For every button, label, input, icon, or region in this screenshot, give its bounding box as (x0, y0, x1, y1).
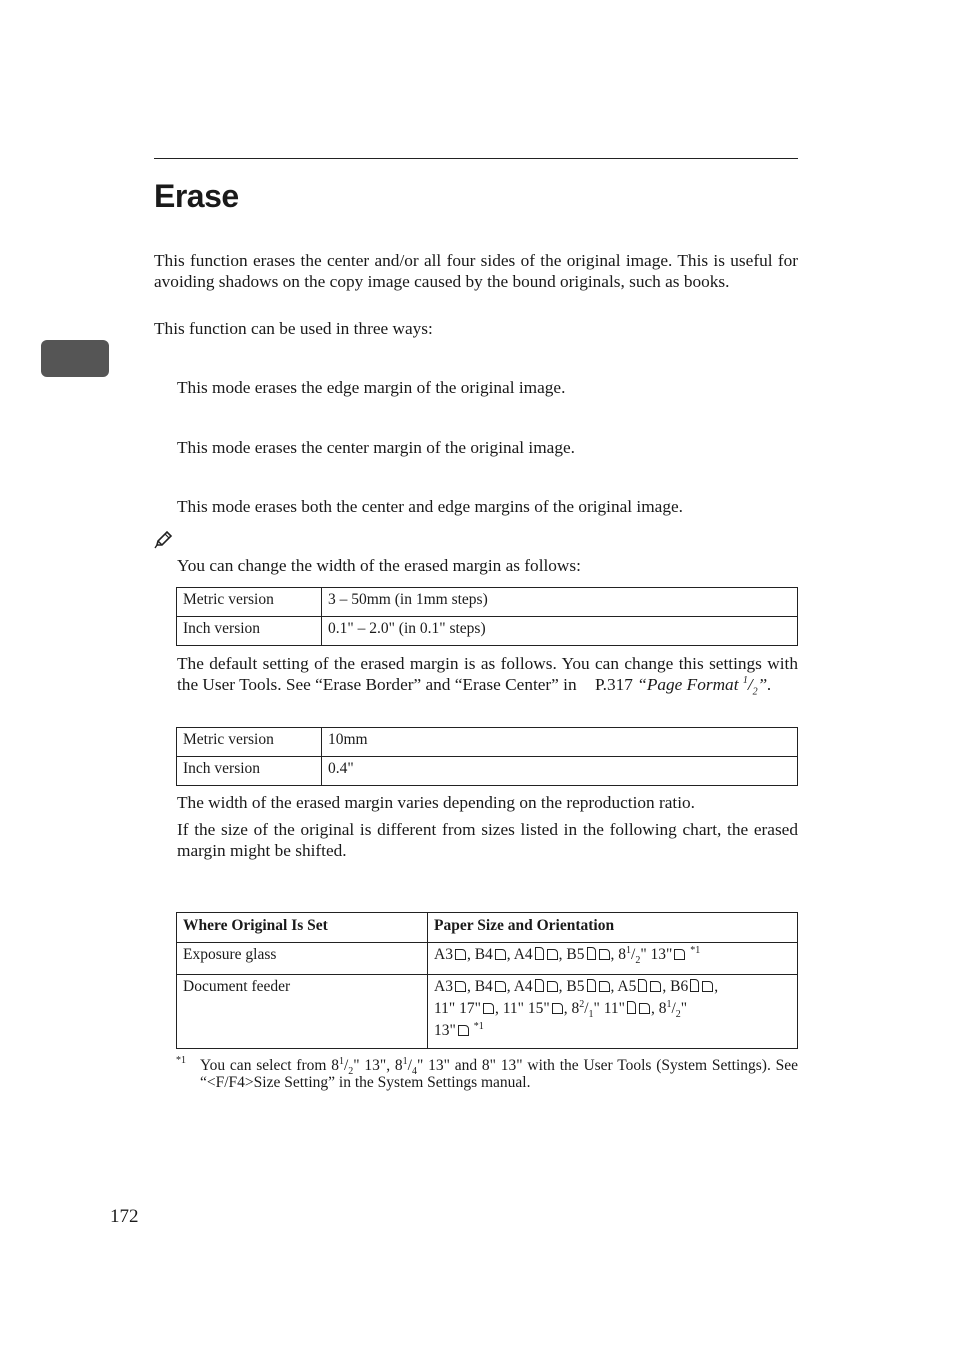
page-number: 172 (110, 1206, 139, 1227)
table-cell: 0.1" – 2.0" (in 0.1" steps) (322, 617, 798, 646)
portrait-icon (535, 947, 544, 960)
table-cell: Metric version (177, 588, 322, 617)
landscape-icon (458, 1025, 469, 1036)
ratio-note: The width of the erased margin varies depending on the reproduction ratio. (177, 793, 695, 812)
table-cell: Metric version (177, 728, 322, 757)
table-cell: Inch version (177, 617, 322, 646)
landscape-icon (547, 949, 558, 960)
intro-paragraph: This function erases the center and/or all four sides of the original image. This is useful for avoiding shadows on the copy image caused by the bound originals, such as books. (154, 251, 798, 291)
table-cell: Inch version (177, 757, 322, 786)
table-header-row (177, 913, 798, 943)
table-row (177, 728, 798, 757)
landscape-icon (455, 981, 466, 992)
table-row (177, 757, 798, 786)
table-cell: Document feeder (177, 975, 428, 1049)
table-row (177, 975, 798, 1049)
landscape-icon (495, 949, 506, 960)
page-reference: P.317 (594, 675, 633, 694)
landscape-icon (495, 981, 506, 992)
landscape-icon (455, 949, 466, 960)
width-table (176, 587, 798, 646)
landscape-icon (483, 1003, 494, 1014)
shift-note: If the size of the original is different from sizes listed in the following chart, the erased margin might be shifted. (177, 820, 798, 860)
header-rule (154, 158, 798, 159)
size-table (176, 912, 798, 1049)
default-setting-text: The default setting of the erased margin is as follows. You can change this settings with the User Tools. See “Erase Border” and “Erase Center” in P.317 “Page Format $^1/_2$”. (177, 654, 798, 698)
table-cell: 3 – 50mm (in 1mm steps) (322, 588, 798, 617)
landscape-icon (702, 981, 713, 992)
table-header: Where Original Is Set (177, 913, 428, 943)
landscape-icon (674, 949, 685, 960)
mode-border-description: This mode erases the edge margin of the original image. (177, 378, 566, 397)
table-cell: A3 , B4 , A4 , B5 , $8^1/_2$" 13" $^{*1}$ (428, 943, 798, 975)
portrait-icon (638, 979, 647, 992)
portrait-icon (535, 979, 544, 992)
landscape-icon (599, 949, 610, 960)
table-header: Paper Size and Orientation (428, 913, 798, 943)
pencil-note-icon (154, 529, 174, 549)
landscape-icon (599, 981, 610, 992)
portrait-icon (627, 1001, 636, 1014)
portrait-icon (690, 979, 699, 992)
landscape-icon (639, 1003, 650, 1014)
mode-center-description: This mode erases the center margin of the original image. (177, 438, 575, 457)
table-cell: 0.4" (322, 757, 798, 786)
chapter-tab (41, 340, 109, 377)
table-row (177, 588, 798, 617)
width-intro: You can change the width of the erased margin as follows: (177, 556, 581, 575)
table-row (177, 617, 798, 646)
landscape-icon (547, 981, 558, 992)
landscape-icon (552, 1003, 563, 1014)
portrait-icon (587, 979, 596, 992)
table-row (177, 943, 798, 975)
default-table (176, 727, 798, 786)
mode-center-border-description: This mode erases both the center and edge margins of the original image. (177, 497, 683, 516)
footnote-text: You can select from $8^1/_2$" 13", $8^1/_4$" 13" and 8" 13" with the User Tools (System Settings). See “<F/F4>Size Setting” in the System Settings manual. (200, 1055, 798, 1091)
footnote-mark: *1 (176, 1055, 186, 1066)
page-title: Erase (154, 178, 239, 214)
intro-ways: This function can be used in three ways: (154, 319, 433, 338)
table-cell: 10mm (322, 728, 798, 757)
table-cell: Exposure glass (177, 943, 428, 975)
portrait-icon (587, 947, 596, 960)
landscape-icon (650, 981, 661, 992)
table-cell: A3 , B4 , A4 , B5 , A5 , B6 , 11" 17" , 11" 15" , $8^2/_1$" 11" , $8^1/_2$" 13" $^{*1}$ (428, 975, 798, 1049)
